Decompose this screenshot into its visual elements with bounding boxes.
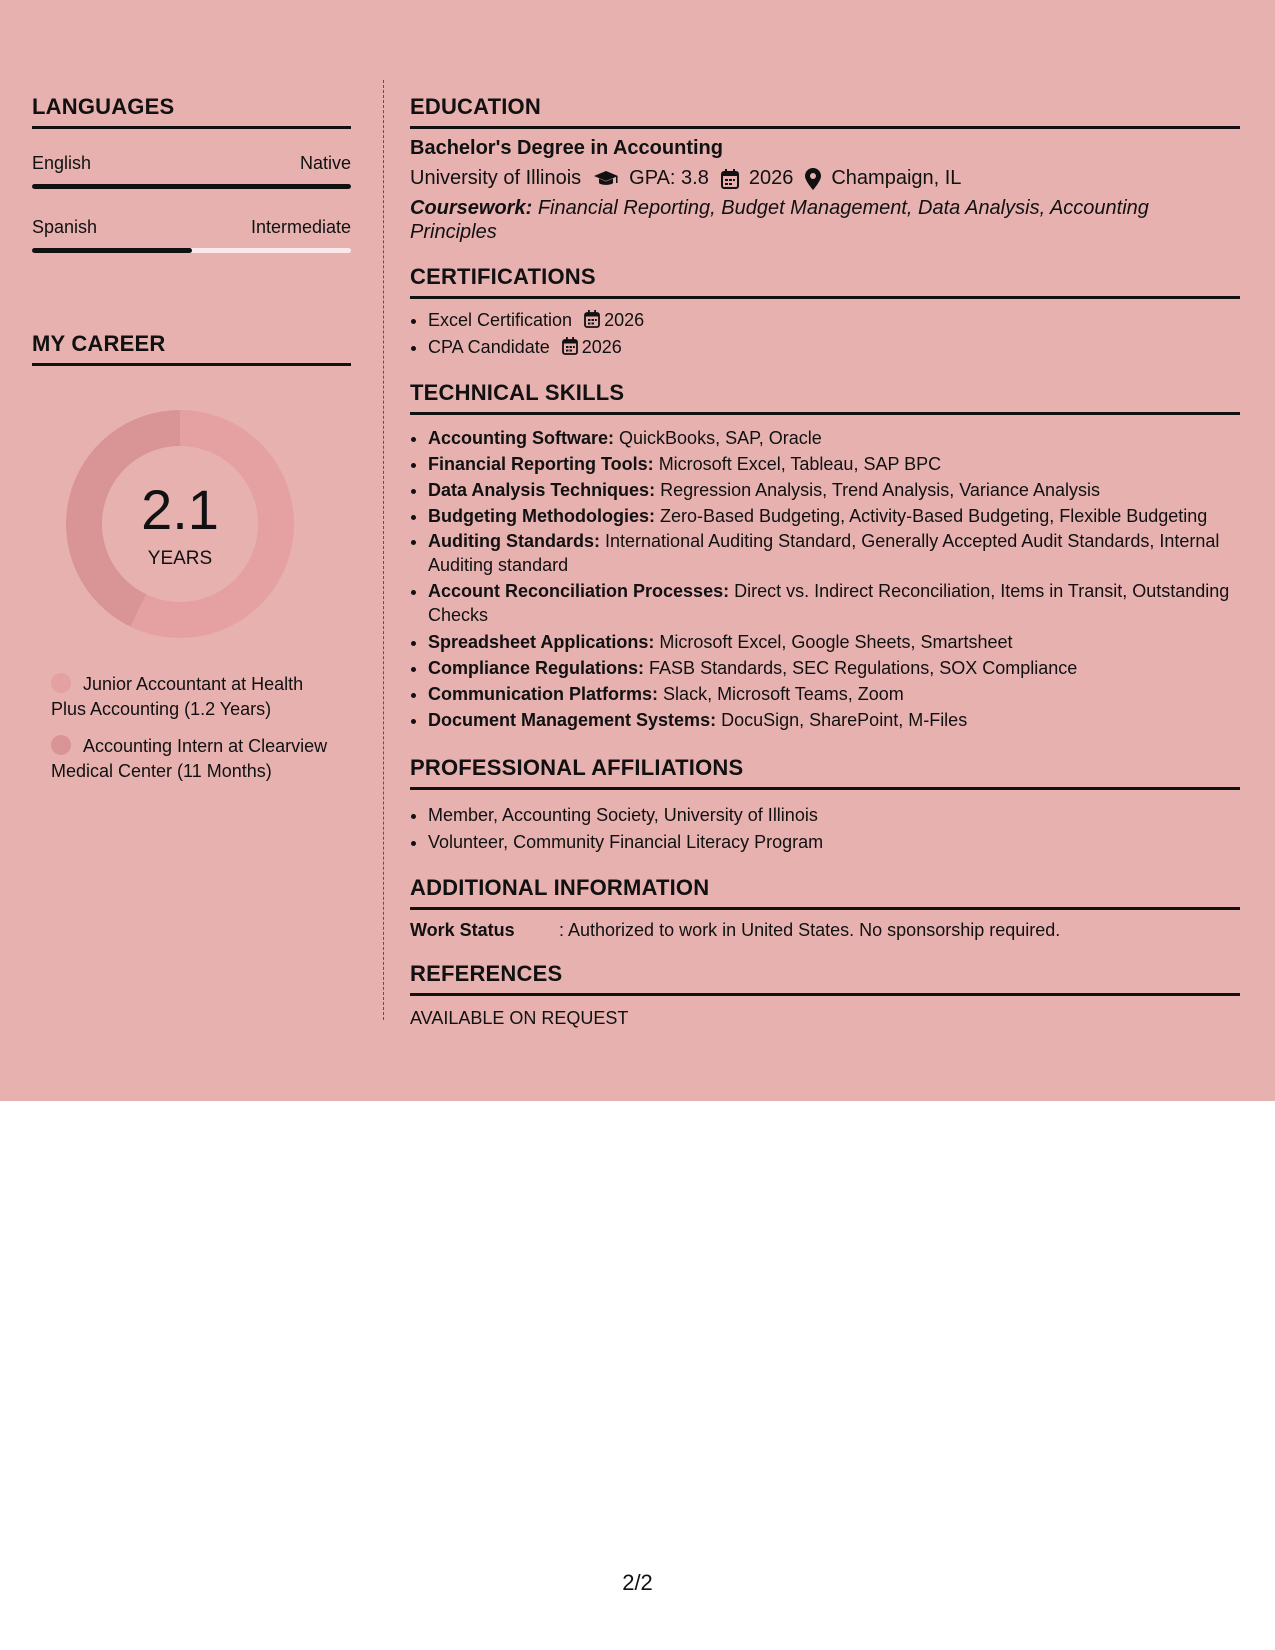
- skill-label: Document Management Systems:: [428, 710, 717, 730]
- language-level: Intermediate: [250, 217, 351, 237]
- skill-label: Spreadsheet Applications:: [428, 632, 655, 652]
- career-heading: MY CAREER: [32, 331, 351, 366]
- skill-label: Account Reconciliation Processes:: [428, 581, 730, 601]
- skill-label: Data Analysis Techniques:: [428, 480, 656, 500]
- language-level: Native: [299, 153, 351, 173]
- language-bar-fill: [32, 184, 351, 189]
- skill-item: [428, 707, 1240, 733]
- certifications-list: [410, 307, 1240, 360]
- skill-value: International Auditing Standard, Generally Accepted Audit Standards, Internal Auditing standard: [428, 531, 1220, 575]
- calendar-icon: [721, 169, 739, 189]
- language-name: Spanish: [32, 217, 98, 237]
- right-column: [410, 94, 1240, 1029]
- language-row: [32, 153, 351, 174]
- skill-value: Microsoft Excel, Tableau, SAP BPC: [658, 454, 942, 474]
- language-bar: [32, 248, 351, 253]
- skill-value: DocuSign, SharePoint, M-Files: [721, 710, 968, 730]
- references-section: [410, 961, 1240, 1029]
- graduation-cap-icon: [593, 170, 619, 188]
- skill-value: Microsoft Excel, Google Sheets, Smartsheet: [659, 632, 1013, 652]
- skill-value: QuickBooks, SAP, Oracle: [619, 428, 822, 448]
- skill-label: Auditing Standards:: [428, 531, 600, 551]
- location-pin-icon: [805, 168, 821, 190]
- technical-skills-heading: TECHNICAL SKILLS: [410, 380, 1240, 415]
- work-status-value: : Authorized to work in United States. No sponsorship required.: [559, 920, 1061, 940]
- skill-item: [428, 529, 1240, 577]
- technical-skills-section: [410, 380, 1240, 733]
- certifications-heading: CERTIFICATIONS: [410, 264, 1240, 299]
- affiliations-section: [410, 755, 1240, 855]
- school-name: University of Illinois: [410, 167, 582, 189]
- education-section: [410, 94, 1240, 244]
- column-divider: [383, 80, 384, 1020]
- skills-list: [410, 425, 1240, 733]
- page-number: 2/2: [622, 1570, 653, 1595]
- affiliation-item: • Volunteer, Community Financial Literacy Program: [428, 829, 1240, 856]
- education-location: Champaign, IL: [831, 167, 962, 189]
- skill-item: [428, 655, 1240, 681]
- affiliations-heading: PROFESSIONAL AFFILIATIONS: [410, 755, 1240, 790]
- references-text: AVAILABLE ON REQUEST: [410, 1008, 629, 1028]
- additional-info-heading: ADDITIONAL INFORMATION: [410, 875, 1240, 910]
- graduation-year: 2026: [748, 167, 794, 189]
- certification-item: [428, 334, 1240, 361]
- education-details: [410, 167, 1240, 190]
- career-total-unit: YEARS: [147, 548, 213, 569]
- work-status-label: Work Status: [410, 920, 515, 940]
- certification-name: Excel Certification: [428, 310, 573, 330]
- education-heading: EDUCATION: [410, 94, 1240, 129]
- skill-item: [428, 477, 1240, 503]
- skill-value: Zero-Based Budgeting, Activity-Based Budgeting, Flexible Budgeting: [659, 506, 1208, 526]
- calendar-icon: [562, 337, 578, 355]
- language-bar: [32, 184, 351, 189]
- skill-label: Compliance Regulations:: [428, 658, 645, 678]
- skill-item: [428, 579, 1240, 627]
- legend-label: Junior Accountant at Health Plus Accounting (1.2 Years): [51, 674, 304, 719]
- skill-item: [428, 425, 1240, 451]
- certifications-section: [410, 264, 1240, 360]
- certification-year: 2026: [581, 336, 622, 357]
- left-column: [32, 94, 351, 796]
- legend-dot: [51, 673, 71, 693]
- career-donut-chart: [66, 410, 294, 638]
- skill-label: Budgeting Methodologies:: [428, 506, 655, 526]
- career-legend-item: [51, 672, 331, 722]
- language-bar-fill: [32, 248, 192, 253]
- certification-name: CPA Candidate: [428, 336, 550, 357]
- work-status-row: [410, 920, 1240, 941]
- skill-item: [428, 451, 1240, 477]
- career-legend: [51, 672, 331, 784]
- skill-value: Regression Analysis, Trend Analysis, Variance Analysis: [660, 480, 1100, 500]
- affiliation-item: • Member, Accounting Society, University of Illinois: [428, 802, 1240, 829]
- certification-year: 2026: [604, 310, 645, 330]
- coursework-list: Financial Reporting, Budget Management, Data Analysis, Accounting Principles: [410, 197, 1149, 243]
- language-row: [32, 217, 351, 238]
- skill-label: Communication Platforms:: [428, 684, 659, 704]
- additional-info-section: [410, 875, 1240, 941]
- language-name: English: [32, 153, 92, 173]
- skill-item: [428, 629, 1240, 655]
- affiliations-list: [410, 802, 1240, 855]
- legend-label: Accounting Intern at Clearview Medical Center (11 Months): [51, 736, 328, 781]
- skill-label: Financial Reporting Tools:: [428, 454, 654, 474]
- legend-dot: [51, 735, 71, 755]
- career-total-years: 2.1: [141, 478, 219, 541]
- skill-value: Slack, Microsoft Teams, Zoom: [663, 684, 904, 704]
- languages-heading: LANGUAGES: [32, 94, 351, 129]
- skill-label: Accounting Software:: [428, 428, 615, 448]
- references-heading: REFERENCES: [410, 961, 1240, 996]
- coursework-label: Coursework:: [410, 197, 533, 219]
- skill-item: [428, 503, 1240, 529]
- skill-item: [428, 681, 1240, 707]
- degree-title: Bachelor's Degree in Accounting: [410, 137, 723, 159]
- coursework: [410, 196, 1240, 244]
- calendar-icon: [584, 310, 600, 328]
- skill-value: FASB Standards, SEC Regulations, SOX Compliance: [649, 658, 1078, 678]
- gpa: GPA: 3.8: [629, 167, 709, 189]
- certification-item: [428, 307, 1240, 334]
- career-legend-item: [51, 734, 331, 784]
- skill-value: Direct vs. Indirect Reconciliation, Items in Transit, Outstanding Checks: [428, 581, 1230, 625]
